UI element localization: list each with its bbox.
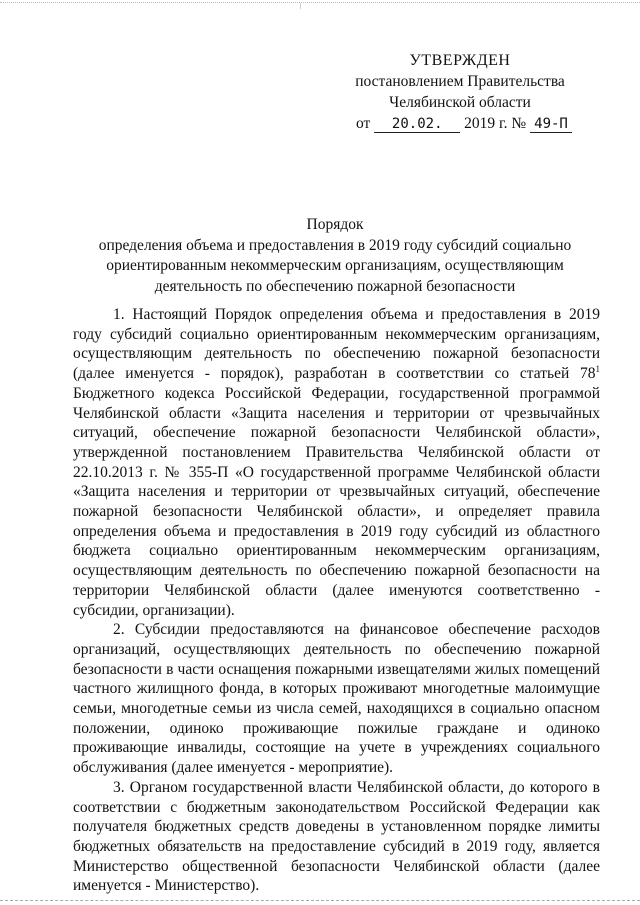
approval-line-2: Челябинской области [389, 94, 531, 111]
paragraph-1-part-a: 1. Настоящий Порядок определения объема и предоставления в 2019 году субсидий социально ориентированным некоммерческим организациям, осуществляющим деятельность по обеспечению пожарной безопасности (далее именуется - порядок), разработан в соответствии со статьей 78 [73, 306, 600, 383]
approval-year: 2019 [464, 115, 496, 132]
scan-top-edge [0, 2, 640, 4]
paragraph-2: 2. Субсидии предоставляются на финансовое обеспечение расходов организаций, осуществляющих деятельность по обеспечению пожарной безопасности в части оснащения пожарными извещателями жилых помещений частного жилищного фонда, в которых проживают многодетные малоимущие семьи, многодетные семьи из числа семей, находящихся в социально опасном положении, одиноко проживающие пожилые граждане и одиноко проживающие инвалиды, состоящие на учете в учреждениях социального обслуживания (далее именуется - мероприятие). [73, 621, 600, 777]
approval-heading: УТВЕРЖДЕН [409, 52, 511, 69]
title-line-4: деятельность по обеспечению пожарной безопасности [154, 277, 516, 295]
approval-line-1: постановлением Правительства [355, 73, 565, 90]
title-line-2: определения объема и предоставления в 2019 году субсидий социально [98, 236, 572, 254]
scan-edge-mark [300, 3, 307, 9]
approval-stamp-block [340, 50, 580, 134]
approval-date: 20.02. [374, 116, 460, 133]
document-title [70, 215, 600, 297]
document-body [73, 305, 600, 896]
title-line-3: ориентированным некоммерческим организациям, осуществляющим [106, 257, 564, 274]
approval-number: 49-П [530, 116, 572, 133]
paragraph-3: 3. Органом государственной власти Челябинской области, до которого в соответствии с бюджетным законодательством Российской Федерации как получателя бюджетных средств доведены в установленном порядке лимиты бюджетных обязательств на предоставление субсидий в 2019 году, является Министерство общественной безопасности Челябинской области (далее именуется - Министерство). [73, 778, 600, 895]
scan-bottom-edge [0, 900, 640, 902]
approval-no-sign: № [511, 115, 527, 132]
approval-from: от [356, 115, 371, 132]
title-line-1: Порядок [306, 216, 364, 233]
paragraph-1-superscript: 1 [595, 363, 600, 374]
approval-g: г. [498, 115, 508, 132]
paragraph-1 [73, 305, 600, 620]
approval-date-line [340, 113, 580, 134]
paragraph-1-part-b: Бюджетного кодекса Российской Федерации, государственной программой Челябинской области «Защита населения и территории от чрезвычайных ситуаций, обеспечение пожарной безопасности Челябинской области», утвержденной постановлением Правительства Челябинской области от 22.10.2013 г. № 355-П «О государственной программе Челябинской области «Защита населения и территории от чрезвычайных ситуаций, обеспечение пожарной безопасности Челябинской области», и определяет правила определения объема и предоставления в 2019 году субсидий из областного бюджета социально ориентированным некоммерческим организациям, осуществляющим деятельность по обеспечению пожарной безопасности на территории Челябинской области (далее именуются соответственно - субсидии, организации). [73, 384, 600, 619]
